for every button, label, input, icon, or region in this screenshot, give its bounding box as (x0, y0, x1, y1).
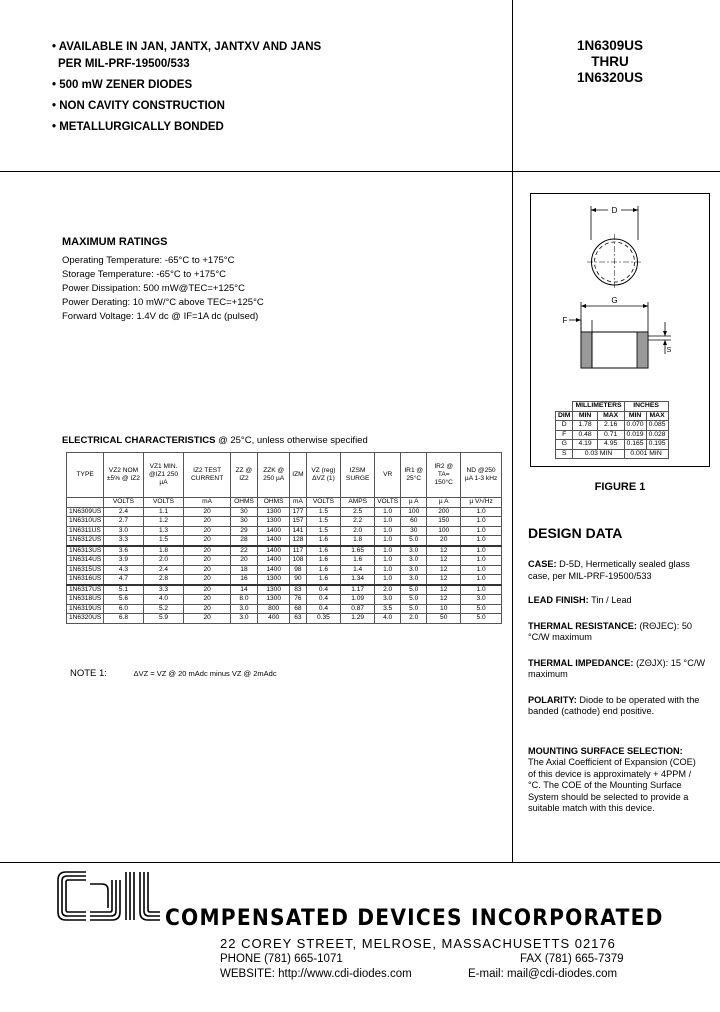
value-cell: 1.5 (306, 517, 341, 527)
value-cell: 0.4 (306, 604, 341, 614)
dim-label-s: S (666, 347, 672, 354)
value-cell: 20 (184, 556, 230, 566)
value-cell: 28 (230, 536, 257, 546)
company-website[interactable]: WEBSITE: http://www.cdi-diodes.com (220, 968, 412, 980)
value-cell: 1300 (258, 517, 290, 527)
dim-cell: 0.085 (646, 421, 668, 431)
value-cell: 1.29 (341, 614, 375, 624)
dim-row (556, 440, 669, 450)
value-cell: 1.65 (341, 546, 375, 556)
value-cell: 1.17 (341, 585, 375, 595)
value-cell: 8.0 (230, 595, 257, 605)
value-cell: 3.0 (461, 595, 502, 605)
dim-col-header: MIN (573, 411, 597, 421)
value-cell: 68 (290, 604, 306, 614)
value-cell: 20 (184, 614, 230, 624)
value-cell: 3.0 (401, 556, 427, 566)
value-cell: 1400 (258, 526, 290, 536)
value-cell: 1.5 (306, 507, 341, 517)
value-cell: 3.0 (401, 565, 427, 575)
value-cell: 1400 (258, 556, 290, 566)
value-cell: 20 (184, 526, 230, 536)
value-cell: 20 (184, 507, 230, 517)
value-cell: 1.0 (375, 517, 401, 527)
value-cell: 20 (184, 565, 230, 575)
dim-cell: S (556, 449, 573, 459)
value-cell: 4.7 (104, 575, 143, 585)
value-cell: 12 (427, 575, 461, 585)
value-cell: 1.6 (306, 575, 341, 585)
value-cell: 1.5 (143, 536, 184, 546)
value-cell: 3.6 (104, 546, 143, 556)
unit-cell: µ V/√Hz (461, 498, 502, 508)
value-cell: 3.3 (143, 585, 184, 595)
value-cell: 1300 (258, 507, 290, 517)
dim-row (556, 449, 669, 459)
value-cell: 20 (184, 536, 230, 546)
dim-cell: 4.19 (573, 440, 597, 450)
unit-cell: µ A (401, 498, 427, 508)
value-cell: 4.0 (375, 614, 401, 624)
value-cell: 157 (290, 517, 306, 527)
rating-line: Power Derating: 10 mW/°C above TEC=+125°C (62, 297, 264, 308)
column-header: TYPE (67, 453, 104, 498)
value-cell: 3.0 (375, 595, 401, 605)
value-cell: 1.2 (143, 517, 184, 527)
value-cell: 3.0 (230, 604, 257, 614)
unit-cell: VOLTS (375, 498, 401, 508)
value-cell: 12 (427, 556, 461, 566)
type-cell: 1N6315US (67, 565, 104, 575)
footer-divider (0, 862, 720, 863)
value-cell: 20 (184, 546, 230, 556)
design-item-text: Diode to be operated with the banded (cathode) end positive. (528, 694, 700, 716)
design-item-text: (ZΘJX): 15 °C/W maximum (528, 657, 706, 679)
package-outline-drawing (531, 194, 709, 394)
type-cell: 1N6312US (67, 536, 104, 546)
rating-line: Storage Temperature: -65°C to +175°C (62, 269, 227, 280)
value-cell: 20 (184, 575, 230, 585)
design-item-label: THERMAL IMPEDANCE: (528, 657, 634, 668)
value-cell: 177 (290, 507, 306, 517)
value-cell: 1.0 (461, 536, 502, 546)
value-cell: 2.0 (375, 585, 401, 595)
company-name: COMPENSATED DEVICES INCORPORATED (165, 906, 664, 931)
value-cell: 128 (290, 536, 306, 546)
value-cell: 5.0 (401, 604, 427, 614)
part-number-range (560, 38, 660, 86)
dim-cell: 0.019 (624, 430, 646, 440)
unit-cell: AMPS (341, 498, 375, 508)
type-cell: 1N6320US (67, 614, 104, 624)
dim-label-d: D (611, 206, 618, 215)
value-cell: 2.2 (341, 517, 375, 527)
value-cell: 100 (401, 507, 427, 517)
column-header: ZZ @ IZ2 (230, 453, 257, 498)
value-cell: 400 (258, 614, 290, 624)
value-cell: 10 (427, 604, 461, 614)
rating-line: Operating Temperature: -65°C to +175°C (62, 255, 235, 266)
value-cell: 4.3 (104, 565, 143, 575)
value-cell: 12 (427, 546, 461, 556)
value-cell: 16 (230, 575, 257, 585)
design-item-text: Tin / Lead (591, 595, 632, 605)
value-cell: 1400 (258, 536, 290, 546)
dim-cell: 0.48 (573, 430, 597, 440)
value-cell: 1.0 (375, 546, 401, 556)
design-item-label: CASE: (528, 559, 557, 569)
value-cell: 3.5 (375, 604, 401, 614)
value-cell: 30 (230, 507, 257, 517)
dim-cell: 0.165 (624, 440, 646, 450)
design-item-text: D-5D, Hermetically sealed glass case, per MIL-PRF-19500/533 (528, 559, 690, 581)
value-cell: 63 (290, 614, 306, 624)
part-number-end: 1N6320US (576, 70, 644, 85)
column-header: VZ2 NOM ±5% @ IZ2 (104, 453, 143, 498)
value-cell: 4.0 (143, 595, 184, 605)
value-cell: 100 (427, 526, 461, 536)
value-cell: 1.0 (375, 575, 401, 585)
dim-group-mm: MILLIMETERS (573, 402, 624, 412)
design-item-case (528, 559, 706, 582)
design-item-text: The Axial Coefficient of Expansion (COE) of this device is approximately + 4PPM / °C. The COE of the Mounting Surface System should be selected to provide a suitable match with this device. (528, 757, 696, 813)
feature-item: • AVAILABLE IN JAN, JANTX, JANTXV AND JANS (52, 41, 322, 53)
dim-cell: 0.028 (646, 430, 668, 440)
table-row (67, 526, 502, 536)
column-header: VR (375, 453, 401, 498)
table-row (67, 565, 502, 575)
unit-cell: VOLTS (306, 498, 341, 508)
column-header: IZSM SURGE (341, 453, 375, 498)
value-cell: 2.0 (143, 556, 184, 566)
value-cell: 12 (427, 565, 461, 575)
design-item-thermal-resistance (528, 621, 706, 644)
value-cell: 3.3 (104, 536, 143, 546)
value-cell: 2.7 (104, 517, 143, 527)
value-cell: 1.0 (461, 517, 502, 527)
value-cell: 108 (290, 556, 306, 566)
part-number-start: 1N6309US (576, 38, 644, 53)
value-cell: 76 (290, 595, 306, 605)
design-item-lead-finish (528, 595, 706, 607)
part-number-thru: THRU (591, 54, 629, 69)
value-cell: 18 (230, 565, 257, 575)
type-cell: 1N6311US (67, 526, 104, 536)
dim-cell: 0.001 MIN (624, 449, 668, 459)
company-fax: FAX (781) 665-7379 (520, 953, 624, 965)
value-cell: 5.0 (401, 595, 427, 605)
value-cell: 3.0 (104, 526, 143, 536)
value-cell: 30 (230, 517, 257, 527)
value-cell: 20 (184, 517, 230, 527)
value-cell: 90 (290, 575, 306, 585)
electrical-header-row (67, 453, 502, 498)
electrical-table-wrap (66, 452, 502, 624)
dim-cell: 0.195 (646, 440, 668, 450)
value-cell: 1.4 (341, 565, 375, 575)
table-row (67, 536, 502, 546)
column-header: ZZK @ 250 µA (258, 453, 290, 498)
value-cell: 1300 (258, 595, 290, 605)
unit-cell: µ A (427, 498, 461, 508)
value-cell: 5.0 (401, 536, 427, 546)
value-cell: 0.4 (306, 595, 341, 605)
value-cell: 20 (184, 595, 230, 605)
value-cell: 200 (427, 507, 461, 517)
column-header: ND @250 µA 1-3 kHz (461, 453, 502, 498)
unit-cell: VOLTS (104, 498, 143, 508)
max-ratings-title: MAXIMUM RATINGS (62, 236, 168, 248)
column-header: IR1 @ 25°C (401, 453, 427, 498)
electrical-title: ELECTRICAL CHARACTERISTICS (62, 435, 216, 446)
value-cell: 1.3 (143, 526, 184, 536)
value-cell: 3.9 (104, 556, 143, 566)
value-cell: 0.4 (306, 585, 341, 595)
type-cell: 1N6319US (67, 604, 104, 614)
value-cell: 0.35 (306, 614, 341, 624)
design-data-list (528, 559, 706, 815)
unit-cell: mA (184, 498, 230, 508)
dim-col-header: MAX (646, 411, 668, 421)
value-cell: 1.6 (341, 556, 375, 566)
dim-cell: 0.71 (597, 430, 624, 440)
type-cell: 1N6309US (67, 507, 104, 517)
value-cell: 14 (230, 585, 257, 595)
table-row (67, 604, 502, 614)
value-cell: 1.0 (461, 526, 502, 536)
value-cell: 1.6 (306, 546, 341, 556)
value-cell: 0.87 (341, 604, 375, 614)
figure-1-box (530, 193, 710, 467)
design-item-thermal-impedance (528, 658, 706, 681)
value-cell: 1.0 (375, 526, 401, 536)
value-cell: 60 (401, 517, 427, 527)
value-cell: 3.0 (230, 614, 257, 624)
dim-col-header: DIM (556, 411, 573, 421)
type-cell: 1N6317US (67, 585, 104, 595)
feature-list (52, 37, 321, 138)
value-cell: 1.0 (461, 565, 502, 575)
value-cell: 5.1 (104, 585, 143, 595)
value-cell: 1.5 (306, 526, 341, 536)
company-email[interactable]: E-mail: mail@cdi-diodes.com (468, 968, 618, 980)
type-cell: 1N6316US (67, 575, 104, 585)
table-row (67, 614, 502, 624)
value-cell: 1.0 (461, 546, 502, 556)
value-cell: 1.0 (375, 507, 401, 517)
value-cell: 117 (290, 546, 306, 556)
design-data-title: DESIGN DATA (528, 525, 623, 541)
dim-cell: 1.78 (573, 421, 597, 431)
value-cell: 2.0 (341, 526, 375, 536)
column-header: IZM (290, 453, 306, 498)
dimension-table (555, 401, 669, 459)
feature-item: PER MIL-PRF-19500/533 (58, 58, 190, 70)
dim-cell: 4.95 (597, 440, 624, 450)
dim-label-f: F (562, 316, 568, 325)
value-cell: 6.0 (104, 604, 143, 614)
dim-row (556, 430, 669, 440)
value-cell: 50 (427, 614, 461, 624)
value-cell: 3.0 (401, 575, 427, 585)
note-1 (70, 668, 277, 679)
figure-caption: FIGURE 1 (594, 481, 646, 493)
value-cell: 2.0 (401, 614, 427, 624)
value-cell: 29 (230, 526, 257, 536)
electrical-title-block (62, 435, 368, 446)
value-cell: 1.0 (461, 556, 502, 566)
dim-col-header: MAX (597, 411, 624, 421)
rating-line: Forward Voltage: 1.4V dc @ IF=1A dc (pulsed) (62, 311, 259, 322)
rating-line: Power Dissipation: 500 mW@TEC=+125°C (62, 283, 245, 294)
design-item-polarity (528, 695, 706, 718)
feature-item: • 500 mW ZENER DIODES (52, 79, 193, 91)
type-cell: 1N6313US (67, 546, 104, 556)
table-row (67, 517, 502, 527)
value-cell: 2.5 (341, 507, 375, 517)
table-row (67, 575, 502, 585)
value-cell: 5.9 (143, 614, 184, 624)
column-header: IZ2 TEST CURRENT (184, 453, 230, 498)
electrical-table (66, 452, 502, 624)
table-row (67, 546, 502, 556)
table-row (67, 556, 502, 566)
dim-cell: D (556, 421, 573, 431)
dim-cell: 2.16 (597, 421, 624, 431)
value-cell: 98 (290, 565, 306, 575)
design-item-mounting-surface (528, 746, 706, 815)
column-header: VZ1 MIN. @IZ1 250 µA (143, 453, 184, 498)
right-column-divider (512, 172, 513, 862)
value-cell: 1.8 (143, 546, 184, 556)
value-cell: 1.0 (375, 556, 401, 566)
design-item-label: MOUNTING SURFACE SELECTION: (528, 745, 683, 756)
value-cell: 1.0 (461, 575, 502, 585)
dim-cell: 0.070 (624, 421, 646, 431)
type-cell: 1N6314US (67, 556, 104, 566)
value-cell: 20 (184, 604, 230, 614)
table-row (67, 595, 502, 605)
dim-cell: G (556, 440, 573, 450)
value-cell: 2.4 (104, 507, 143, 517)
value-cell: 20 (427, 536, 461, 546)
value-cell: 2.4 (143, 565, 184, 575)
value-cell: 5.0 (461, 614, 502, 624)
note-label: NOTE 1: (70, 668, 107, 679)
design-item-text: (RΘJEC): 50 °C/W maximum (528, 620, 693, 642)
value-cell: 1.8 (341, 536, 375, 546)
value-cell: 1300 (258, 575, 290, 585)
header-divider-vertical (512, 0, 513, 172)
value-cell: 141 (290, 526, 306, 536)
value-cell: 150 (427, 517, 461, 527)
value-cell: 30 (401, 526, 427, 536)
dim-col-header: MIN (624, 411, 646, 421)
value-cell: 12 (427, 585, 461, 595)
unit-cell: OHMS (230, 498, 257, 508)
value-cell: 800 (258, 604, 290, 614)
dim-cell: F (556, 430, 573, 440)
design-item-label: LEAD FINISH: (528, 595, 589, 605)
value-cell: 1.34 (341, 575, 375, 585)
dim-row (556, 421, 669, 431)
company-logo (52, 866, 164, 926)
value-cell: 5.2 (143, 604, 184, 614)
dim-label-g: G (611, 296, 618, 305)
value-cell: 22 (230, 546, 257, 556)
value-cell: 2.8 (143, 575, 184, 585)
value-cell: 20 (230, 556, 257, 566)
type-cell: 1N6318US (67, 595, 104, 605)
feature-item: • NON CAVITY CONSTRUCTION (52, 100, 225, 112)
value-cell: 12 (427, 595, 461, 605)
value-cell: 20 (184, 585, 230, 595)
header-divider-horizontal (0, 171, 720, 172)
value-cell: 1.6 (306, 536, 341, 546)
value-cell: 1300 (258, 585, 290, 595)
value-cell: 1400 (258, 546, 290, 556)
company-address: 22 COREY STREET, MELROSE, MASSACHUSETTS 02176 (220, 936, 616, 951)
value-cell: 1.0 (461, 507, 502, 517)
dim-group-in: INCHES (624, 402, 668, 412)
value-cell: 3.0 (401, 546, 427, 556)
value-cell: 1400 (258, 565, 290, 575)
design-item-label: POLARITY: (528, 694, 577, 705)
company-phone: PHONE (781) 665-1071 (220, 953, 343, 965)
units-row (67, 498, 502, 508)
value-cell: 1.0 (461, 585, 502, 595)
value-cell: 1.09 (341, 595, 375, 605)
table-row (67, 585, 502, 595)
feature-item: • METALLURGICALLY BONDED (52, 121, 224, 133)
note-text: ΔVZ = VZ @ 20 mAdc minus VZ @ 2mAdc (133, 669, 277, 678)
value-cell: 6.8 (104, 614, 143, 624)
electrical-subtitle: @ 25°C, unless otherwise specified (218, 435, 368, 446)
design-item-label: THERMAL RESISTANCE: (528, 620, 637, 631)
value-cell: 1.1 (143, 507, 184, 517)
unit-cell: VOLTS (143, 498, 184, 508)
value-cell: 5.6 (104, 595, 143, 605)
max-ratings-list (62, 254, 264, 324)
value-cell: 1.6 (306, 565, 341, 575)
value-cell: 5.0 (401, 585, 427, 595)
value-cell: 5.0 (461, 604, 502, 614)
dim-cell: 0.03 MIN (573, 449, 624, 459)
type-cell: 1N6310US (67, 517, 104, 527)
column-header: IR2 @ TA= 150°C (427, 453, 461, 498)
value-cell: 1.6 (306, 556, 341, 566)
value-cell: 1.0 (375, 565, 401, 575)
value-cell: 83 (290, 585, 306, 595)
unit-cell: OHMS (258, 498, 290, 508)
value-cell: 1.0 (375, 536, 401, 546)
column-header: VZ (reg) ΔVZ (1) (306, 453, 341, 498)
table-row (67, 507, 502, 517)
unit-cell (67, 498, 104, 508)
unit-cell: mA (290, 498, 306, 508)
